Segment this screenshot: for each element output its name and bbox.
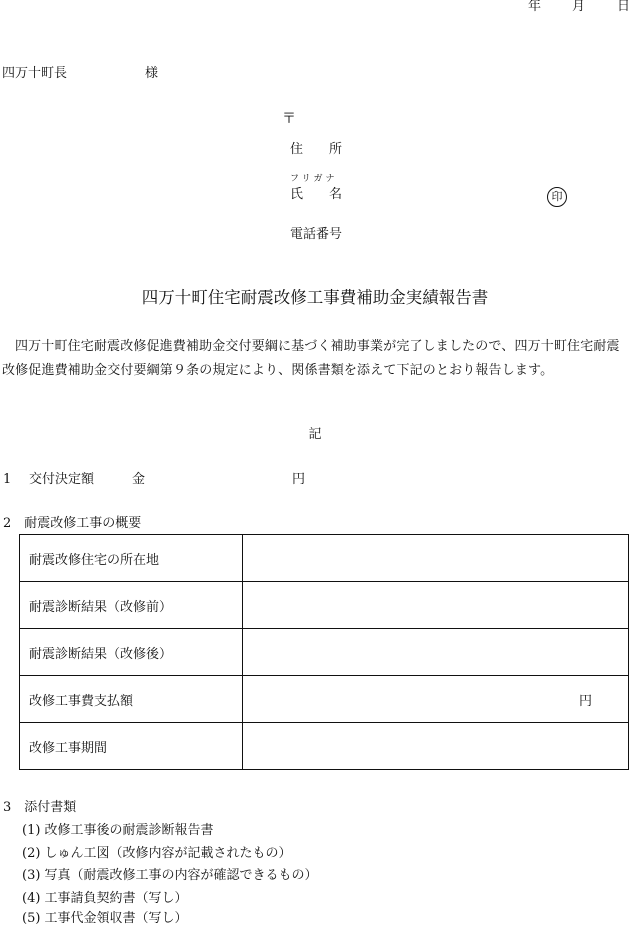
attachment-item: (3) 写真（耐震改修工事の内容が確認できるもの） <box>22 868 318 883</box>
addressee-honorific: 様 <box>145 66 159 81</box>
row-label: 改修工事費支払額 <box>20 676 243 723</box>
row-label: 耐震改修住宅の所在地 <box>20 535 243 582</box>
row-value[interactable]: 円 <box>243 676 629 723</box>
attachment-item: (2) しゅん工図（改修内容が記載されたもの） <box>22 846 292 861</box>
item1-label: 交付決定額 <box>29 472 95 487</box>
date-year: 年 <box>528 0 542 14</box>
row-label: 改修工事期間 <box>20 723 243 770</box>
date-day: 日 <box>617 0 630 14</box>
name-label: 氏 名 <box>290 187 343 202</box>
attachment-item: (1) 改修工事後の耐震診断報告書 <box>22 823 214 838</box>
document-title: 四万十町住宅耐震改修工事費補助金実績報告書 <box>141 288 489 307</box>
row-label: 耐震診断結果（改修前） <box>20 582 243 629</box>
table-row <box>20 535 629 582</box>
attachment-item: (5) 工事代金領収書（写し） <box>22 911 188 926</box>
postal-mark: 〒 <box>282 111 296 127</box>
row-value[interactable] <box>243 535 629 582</box>
row-value[interactable] <box>243 629 629 676</box>
attachment-item: (4) 工事請負契約書（写し） <box>22 891 188 906</box>
furigana-label: フリガナ <box>290 174 338 184</box>
table-row <box>20 582 629 629</box>
phone-label: 電話番号 <box>290 227 343 242</box>
table-row <box>20 676 629 723</box>
summary-table <box>19 534 629 770</box>
item1-number: 1 <box>3 472 12 487</box>
address-label: 住 所 <box>290 142 343 157</box>
addressee-name: 四万十町長 <box>2 66 68 81</box>
item3-heading: 3 添付書類 <box>3 800 77 815</box>
seal-mark: 印 <box>547 187 567 207</box>
table-row <box>20 629 629 676</box>
row-value[interactable] <box>243 582 629 629</box>
item2-heading: 2 耐震改修工事の概要 <box>3 516 142 531</box>
table-row <box>20 723 629 770</box>
ki-marker: 記 <box>308 427 322 442</box>
item1-unit: 円 <box>292 472 306 487</box>
item1-prefix: 金 <box>132 472 146 487</box>
row-value[interactable] <box>243 723 629 770</box>
row-label: 耐震診断結果（改修後） <box>20 629 243 676</box>
body-paragraph: 四万十町住宅耐震改修促進費補助金交付要綱に基づく補助事業が完了しましたので、四万十町住宅耐震改修促進費補助金交付要綱第９条の規定により、関係書類を添えて下記のとおり報告します。 <box>2 339 620 378</box>
date-month: 月 <box>572 0 586 14</box>
